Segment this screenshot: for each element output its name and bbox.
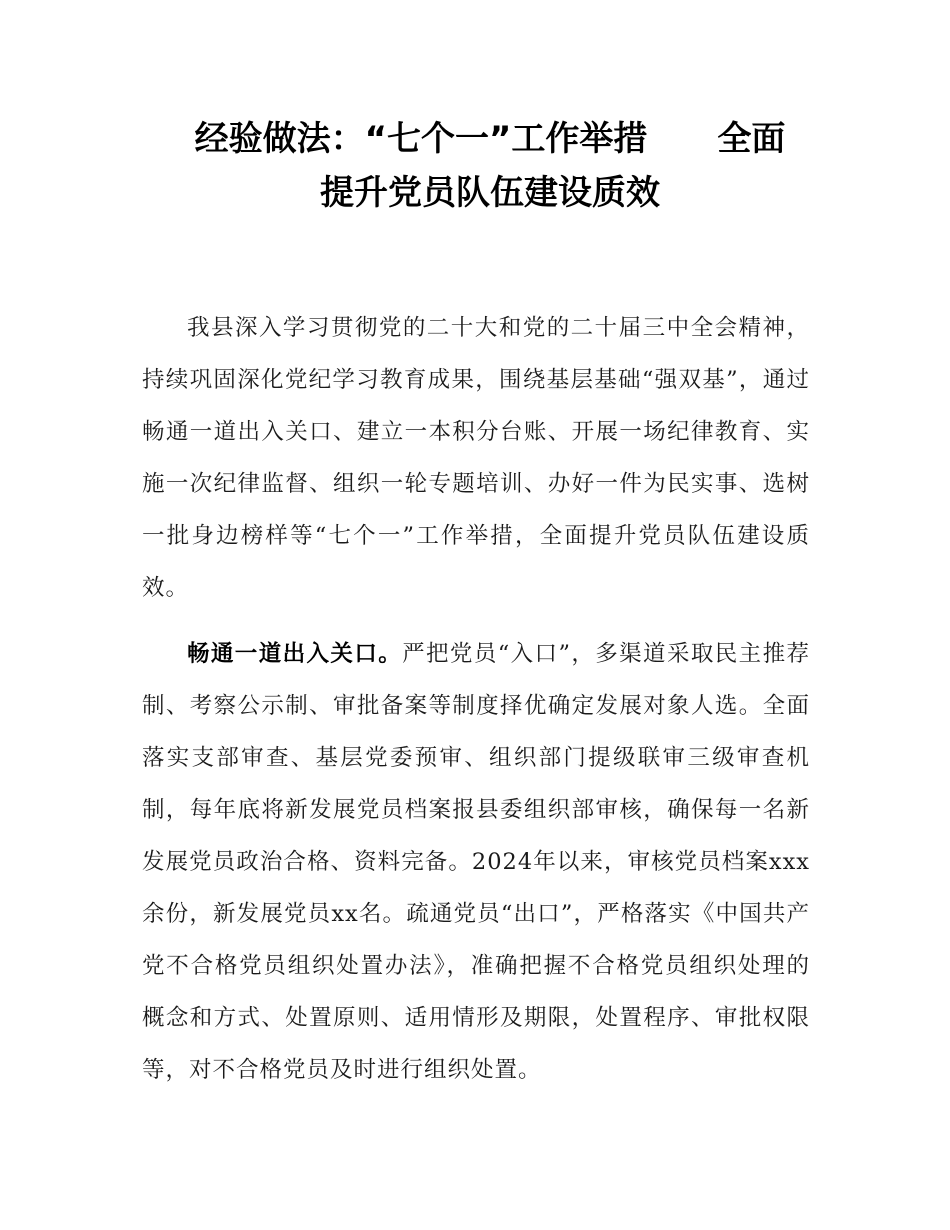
title-line-1-part-1: 经验做法：“七个一”工作举措: [194, 119, 648, 159]
intro-paragraph-text: 我县深入学习贯彻党的二十大和党的二十届三中全会精神，持续巩固深化党纪学习教育成果，围绕基层基础“强双基”，通过畅通一道出入关口、建立一本积分台账、开展一场纪律教育、实施一次纪律监督、组织一轮专题培训、办好一件为民实事、选树一批身边榜样等“七个一”工作举措，全面提升党员队伍建设质效。: [142, 315, 810, 601]
title-line-2: 提升党员队伍建设质效: [320, 173, 660, 213]
document-body: [142, 302, 810, 1096]
intro-paragraph: [142, 302, 810, 614]
section-heading-entry-exit: 畅通一道出入关口。: [187, 641, 403, 667]
title-line-1: [140, 112, 840, 166]
title-line-1-part-2: 全面: [717, 119, 786, 159]
section-paragraph-entry-exit-text: 严把党员“入口”，多渠道采取民主推荐制、考察公示制、审批备案等制度择优确定发展对象人选。全面落实支部审查、基层党委预审、组织部门提级联审三级审查机制，每年底将新发展党员档案报县委组织部审核，确保每一名新发展党员政治合格、资料完备。2024年以来，审核党员档案xxx余份，新发展党员xx名。疏通党员“出口”，严格落实《中国共产党不合格党员组织处置办法》，准确把握不合格党员组织处理的概念和方式、处置原则、适用情形及期限，处置程序、审批权限等，对不合格党员及时进行组织处置。: [142, 641, 810, 1083]
section-paragraph-entry-exit: [142, 628, 810, 1096]
document-title: [140, 112, 840, 220]
